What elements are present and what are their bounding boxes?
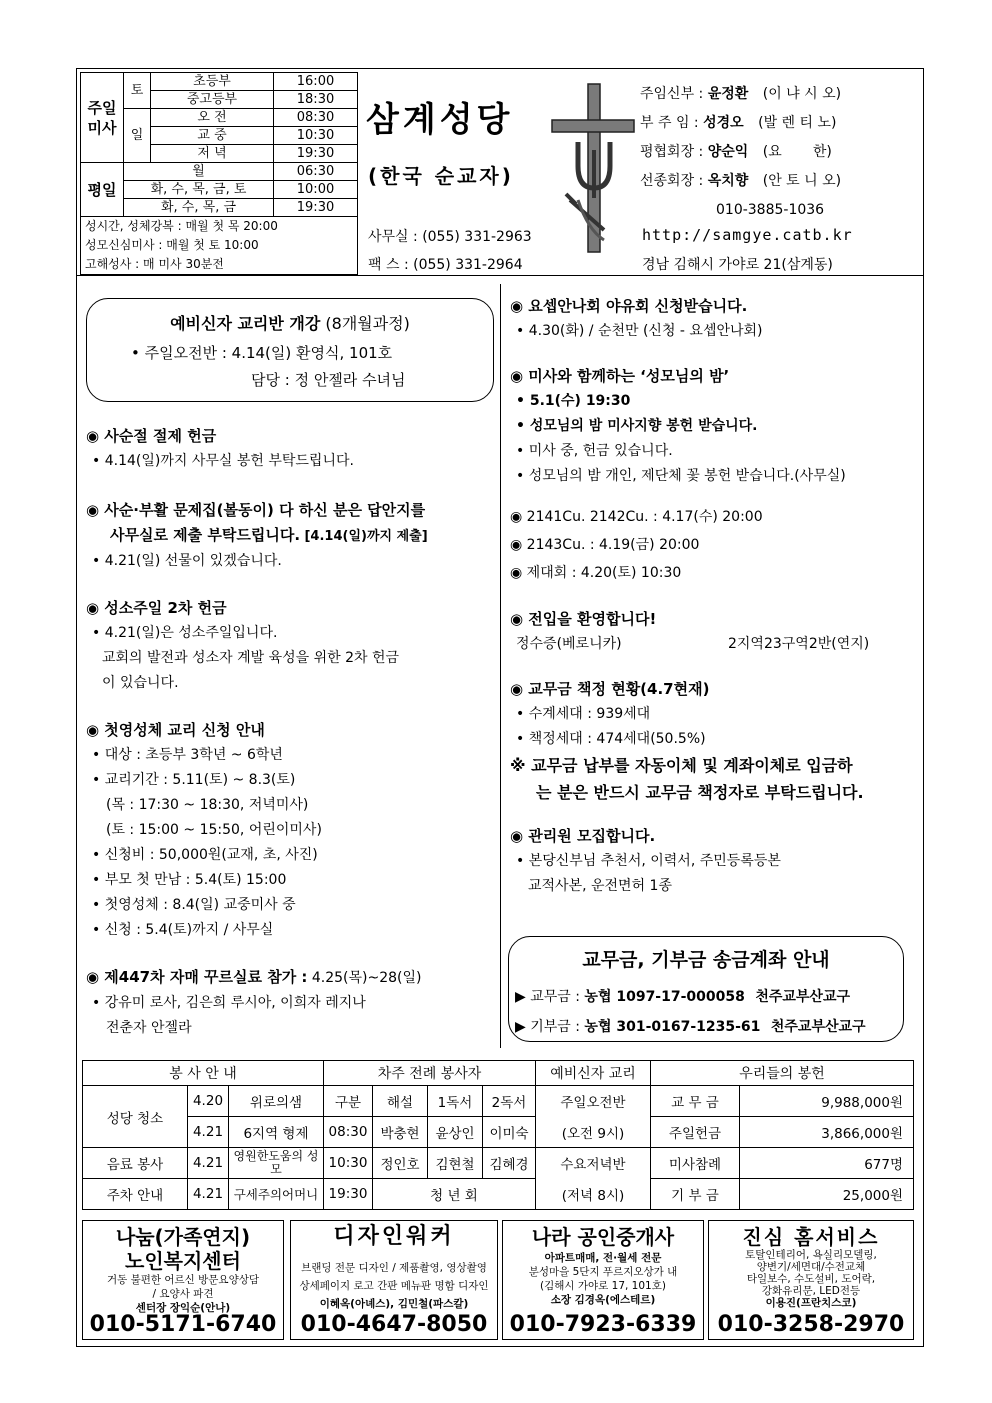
office-phone: 사무실 : (055) 331-2963	[368, 229, 532, 245]
parish-patron: (한국 순교자)	[368, 164, 514, 188]
mass-time: 10:00	[274, 181, 358, 199]
staff-baptismal-name: (요 한)	[762, 144, 832, 160]
offering-value: 9,988,000원	[740, 1086, 914, 1117]
ad-phone: 010-3258-2970	[717, 1312, 905, 1337]
staff-role: 주임신부 :	[640, 86, 704, 102]
newcomer-name: 정수증(베로니카)	[516, 636, 622, 652]
account-number: 농협 301-0167-1235-61	[584, 1019, 761, 1035]
notice-line: 이 있습니다.	[102, 675, 179, 691]
offering-value: 3,866,000원	[740, 1117, 914, 1148]
staff-phone: 010-3885-1036	[716, 202, 825, 218]
notice-line: 교회의 발전과 성소자 계발 육성을 위한 2차 헌금	[102, 650, 400, 666]
cursillo-meeting: ◉ 2143Cu. : 4.19(금) 20:00	[510, 537, 700, 553]
ad-phone: 010-5171-6740	[89, 1312, 277, 1337]
liturgy-cell: 청 년 회	[373, 1179, 536, 1210]
catechumen-title-row	[87, 311, 493, 334]
service-area: 주차 안내	[83, 1179, 188, 1210]
ad-desc: 양변기/세면대/수전교체	[756, 1261, 866, 1273]
catechumen-class: 수요저녁반	[536, 1148, 651, 1179]
staff-name: 윤정환	[707, 86, 749, 102]
mass-time: 19:30	[274, 199, 358, 217]
notice-line: 교적사본, 운전면허 1종	[528, 878, 672, 894]
fax-number: 팩 스 : (055) 331-2964	[368, 257, 523, 273]
account-row	[509, 1016, 903, 1036]
mass-time: 10:30	[274, 127, 358, 145]
mass-name: 교 중	[151, 127, 274, 145]
service-area: 성당 청소	[83, 1086, 188, 1148]
liturgy-cell: 박충현	[373, 1117, 428, 1148]
mass-name: 중고등부	[151, 91, 274, 109]
catechumen-teacher: 담당 : 정 안젤라 수녀님	[251, 371, 406, 389]
notice-line: • 신청비 : 50,000원(교재, 초, 사진)	[92, 847, 318, 863]
service-group: 6지역 형제	[229, 1117, 324, 1148]
table-header: 우리들의 봉헌	[651, 1061, 914, 1086]
service-table	[82, 1060, 914, 1210]
offering-value: 677명	[740, 1148, 914, 1179]
service-group: 위로의샘	[229, 1086, 324, 1117]
staff-row	[640, 167, 920, 196]
notice-heading: ◉ 관리원 모집합니다.	[510, 827, 656, 845]
offering-label: 주일헌금	[651, 1117, 740, 1148]
service-group: 구세주의어머니	[229, 1179, 324, 1210]
ad-desc: 타일보수, 수도설비, 도어락,	[746, 1273, 876, 1285]
staff-role: 선종회장 :	[640, 173, 704, 189]
notice-line: • 미사 중, 헌금 있습니다.	[516, 443, 673, 459]
notice-heading: ◉ 제447차 자매 꾸르실료 참가 :	[86, 968, 308, 986]
notice-line: • 5.1(수) 19:30	[516, 393, 631, 409]
right-notices	[510, 294, 920, 899]
ad-contact: 센터장 장익순(안나)	[135, 1302, 231, 1314]
notice-line: • 첫영성체 : 8.4(일) 교중미사 중	[92, 897, 296, 913]
ad-contact: 소장 김경옥(에스테르)	[550, 1294, 656, 1306]
table-row	[83, 1148, 914, 1179]
liturgy-cell: 김현철	[428, 1148, 483, 1179]
ad-title: 진심 홈서비스	[742, 1225, 880, 1249]
staff-name: 성경오	[703, 115, 744, 131]
liturgy-cell: 10:30	[324, 1148, 373, 1179]
mass-note: 성시간, 성체강복 : 매월 첫 목 20:00	[85, 219, 278, 233]
liturgy-cell: 김혜경	[483, 1148, 536, 1179]
account-label: ▶ 교무금 :	[515, 989, 580, 1005]
offering-value: 25,000원	[740, 1179, 914, 1210]
ad-card	[82, 1220, 284, 1340]
notice-line: • 4.21(일) 선물이 있겠습니다.	[92, 553, 282, 569]
notice-line: • 본당신부님 추천서, 이력서, 주민등록등본	[516, 853, 781, 869]
liturgy-cell: 19:30	[324, 1179, 373, 1210]
notice-line: • 책정세대 : 474세대(50.5%)	[516, 731, 706, 747]
dues-note: 는 분은 반드시 교무금 책정자로 부탁드립니다.	[536, 783, 864, 802]
notice-dates: 4.25(목)~28(일)	[311, 970, 422, 986]
parish-address: 경남 김해시 가야로 21(삼계동)	[642, 257, 833, 273]
offering-label: 기 부 금	[651, 1179, 740, 1210]
mass-name: 초등부	[151, 73, 274, 91]
account-box	[508, 936, 904, 1042]
parish-url-link[interactable]: http://samgye.catb.kr	[642, 226, 853, 244]
notice-heading: ◉ 교무금 책정 현황(4.7현재)	[510, 680, 710, 698]
ad-desc: 거동 불편한 어르신 방문요양상담	[106, 1274, 259, 1286]
notice-heading-row	[86, 965, 496, 991]
weekday-mass-label: 평일	[81, 163, 124, 217]
notice-line: (목 : 17:30 ~ 18:30, 저녁미사)	[106, 797, 309, 813]
account-row	[509, 986, 903, 1006]
notice-deadline: [4.14(일)까지 제출]	[304, 529, 428, 544]
mass-name: 화, 수, 목, 금	[124, 199, 274, 217]
mass-name: 저 녁	[151, 145, 274, 163]
mass-time: 19:30	[274, 145, 358, 163]
liturgy-cell: 08:30	[324, 1117, 373, 1148]
sunday-label: 일	[124, 109, 151, 163]
ad-desc: (김해시 가야로 17, 101호)	[540, 1280, 666, 1292]
staff-baptismal-name: (이 냐 시 오)	[762, 86, 842, 102]
newcomer-row	[510, 632, 920, 657]
notice-line: • 수계세대 : 939세대	[516, 706, 651, 722]
notice-heading: ◉ 사순절 절제 헌금	[86, 427, 217, 445]
staff-role: 부 주 임 :	[640, 115, 699, 131]
mass-time: 16:00	[274, 73, 358, 91]
ad-title: 디자인워커	[333, 1224, 455, 1249]
notice-line: • 4.30(화) / 순천만 (신청 - 요셉안나회)	[516, 323, 763, 339]
dues-note: ※ 교무금 납부를 자동이체 및 계좌이체로 입금하	[510, 756, 853, 775]
catechumen-class: 주일오전반	[536, 1086, 651, 1117]
catechumen-title: 예비신자 교리반 개강	[170, 314, 321, 333]
ad-desc: 아파트매매, 전·월세 전문	[544, 1252, 662, 1264]
offering-label: 교 무 금	[651, 1086, 740, 1117]
staff-row	[640, 109, 920, 138]
table-header: 예비신자 교리	[536, 1061, 651, 1086]
notice-line: • 대상 : 초등부 3학년 ~ 6학년	[92, 747, 283, 763]
ad-desc: / 요양사 파견	[152, 1288, 214, 1300]
table-row	[83, 1179, 914, 1210]
notice-line: • 강유미 로사, 김은희 루시아, 이희자 레지나	[92, 995, 366, 1011]
column-divider	[500, 284, 501, 1048]
notice-line: • 교리기간 : 5.11(토) ~ 8.3(토)	[92, 772, 296, 788]
liturgy-cell: 윤상인	[428, 1117, 483, 1148]
service-group: 영원한도움의 성모	[229, 1148, 324, 1179]
sunday-mass-label: 주일 미사	[81, 73, 124, 163]
catechumen-duration: (8개월과정)	[325, 314, 410, 333]
notice-heading: ◉ 미사와 함께하는 ‘성모님의 밤’	[510, 367, 730, 385]
ad-desc: 토탈인테리어, 욕실리모델링,	[745, 1249, 877, 1261]
ad-card	[290, 1220, 498, 1340]
ad-desc: 강화유리문, LED전등	[761, 1285, 861, 1297]
ad-card	[502, 1220, 704, 1340]
mass-time: 18:30	[274, 91, 358, 109]
staff-list	[640, 80, 920, 225]
notice-heading: ◉ 전입을 환영합니다!	[510, 610, 657, 628]
notice-line: • 4.14(일)까지 사무실 봉헌 부탁드립니다.	[92, 453, 354, 469]
staff-role: 평협회장 :	[640, 144, 704, 160]
mass-name: 화, 수, 목, 금, 토	[124, 181, 274, 199]
table-header: 차주 전례 봉사자	[324, 1061, 536, 1086]
mass-schedule-table	[80, 72, 358, 275]
ad-title: 노인복지센터	[125, 1249, 241, 1273]
staff-row	[640, 80, 920, 109]
notice-line: • 부모 첫 만남 : 5.4(토) 15:00	[92, 872, 287, 888]
ad-title: 나눔(가족연지)	[115, 1225, 251, 1249]
account-number: 농협 1097-17-000058	[584, 989, 745, 1005]
ad-contact: 이용진(프란치스코)	[765, 1297, 857, 1309]
account-label: ▶ 기부금 :	[515, 1019, 580, 1035]
catechumen-box	[86, 298, 494, 402]
mass-note: 성모신심미사 : 매월 첫 토 10:00	[85, 238, 259, 252]
service-date: 4.20	[188, 1086, 229, 1117]
mass-time: 06:30	[274, 163, 358, 181]
liturgy-cell: 정인호	[373, 1148, 428, 1179]
ad-desc: 브랜딩 전문 디자인 / 제품촬영, 영상촬영	[301, 1262, 487, 1274]
offering-label: 미사참례	[651, 1148, 740, 1179]
notice-heading: ◉ 사순·부활 문제집(볼동이) 다 하신 분은 답안지를	[86, 501, 426, 519]
cross-emblem-icon	[548, 80, 638, 260]
staff-name: 양순익	[707, 144, 749, 160]
table-row	[83, 1086, 914, 1117]
notice-line: • 4.21(일)은 성소주일입니다.	[92, 625, 278, 641]
notice-heading: ◉ 요셉안나회 야유회 신청받습니다.	[510, 297, 748, 315]
cursillo-meeting: ◉ 2141Cu. 2142Cu. : 4.17(수) 20:00	[510, 509, 763, 525]
ad-phone: 010-4647-8050	[300, 1312, 488, 1337]
service-area: 음료 봉사	[83, 1148, 188, 1179]
ad-desc: 상세페이지 로고 간판 메뉴판 명함 디자인	[299, 1280, 489, 1292]
notice-heading: ◉ 성소주일 2차 헌금	[86, 599, 227, 617]
staff-row	[640, 138, 920, 167]
left-notices	[86, 424, 496, 1041]
liturgy-cell: 1독서	[428, 1086, 483, 1117]
notice-line: • 신청 : 5.4(토)까지 / 사무실	[92, 922, 274, 938]
service-date: 4.21	[188, 1148, 229, 1179]
account-title: 교무금, 기부금 송금계좌 안내	[582, 949, 830, 971]
ad-card	[708, 1220, 914, 1340]
staff-name: 옥치향	[707, 173, 749, 189]
parish-title: 삼계성당	[366, 100, 514, 140]
notice-line: 전춘자 안젤라	[106, 1020, 192, 1036]
newcomer-area: 2지역23구역2반(연지)	[728, 636, 870, 652]
account-owner: 천주교부산교구	[755, 989, 850, 1005]
ad-phone: 010-7923-6339	[509, 1312, 697, 1337]
staff-baptismal-name: (안 토 니 오)	[762, 173, 842, 189]
notice-line: • 성모님의 밤 개인, 제단체 꽃 봉헌 받습니다.(사무실)	[516, 468, 846, 484]
catechumen-schedule: • 주일오전반 : 4.14(일) 환영식, 101호	[131, 344, 393, 362]
liturgy-cell: 구분	[324, 1086, 373, 1117]
notice-line: • 성모님의 밤 미사지향 봉헌 받습니다.	[516, 418, 758, 434]
notice-heading-cont	[86, 523, 496, 549]
account-owner: 천주교부산교구	[770, 1019, 866, 1035]
staff-baptismal-name: (발 렌 티 노)	[758, 115, 837, 131]
catechumen-class: (오전 9시)	[536, 1117, 651, 1148]
ad-desc: 분성마을 5단지 푸르지오상가 내	[528, 1266, 678, 1278]
ad-contact: 이혜옥(아녜스), 김민철(파스칼)	[319, 1298, 469, 1310]
mass-note: 고해성사 : 매 미사 30분전	[85, 257, 224, 271]
service-date: 4.21	[188, 1117, 229, 1148]
liturgy-cell: 2독서	[483, 1086, 536, 1117]
liturgy-cell: 해설	[373, 1086, 428, 1117]
mass-notes	[81, 217, 358, 275]
notice-heading: 사무실로 제출 부탁드립니다.	[110, 526, 301, 544]
table-row	[83, 1117, 914, 1148]
mass-time: 08:30	[274, 109, 358, 127]
cursillo-meeting: ◉ 제대회 : 4.20(토) 10:30	[510, 565, 682, 581]
catechumen-class: (저녁 8시)	[536, 1179, 651, 1210]
notice-line: (토 : 15:00 ~ 15:50, 어린이미사)	[106, 822, 322, 838]
saturday-label: 토	[124, 73, 151, 109]
liturgy-cell: 이미숙	[483, 1117, 536, 1148]
ad-title: 나라 공인중개사	[531, 1225, 675, 1249]
mass-name: 월	[124, 163, 274, 181]
notice-heading: ◉ 첫영성체 교리 신청 안내	[86, 721, 265, 739]
table-header: 봉 사 안 내	[83, 1061, 324, 1086]
service-date: 4.21	[188, 1179, 229, 1210]
mass-name: 오 전	[151, 109, 274, 127]
